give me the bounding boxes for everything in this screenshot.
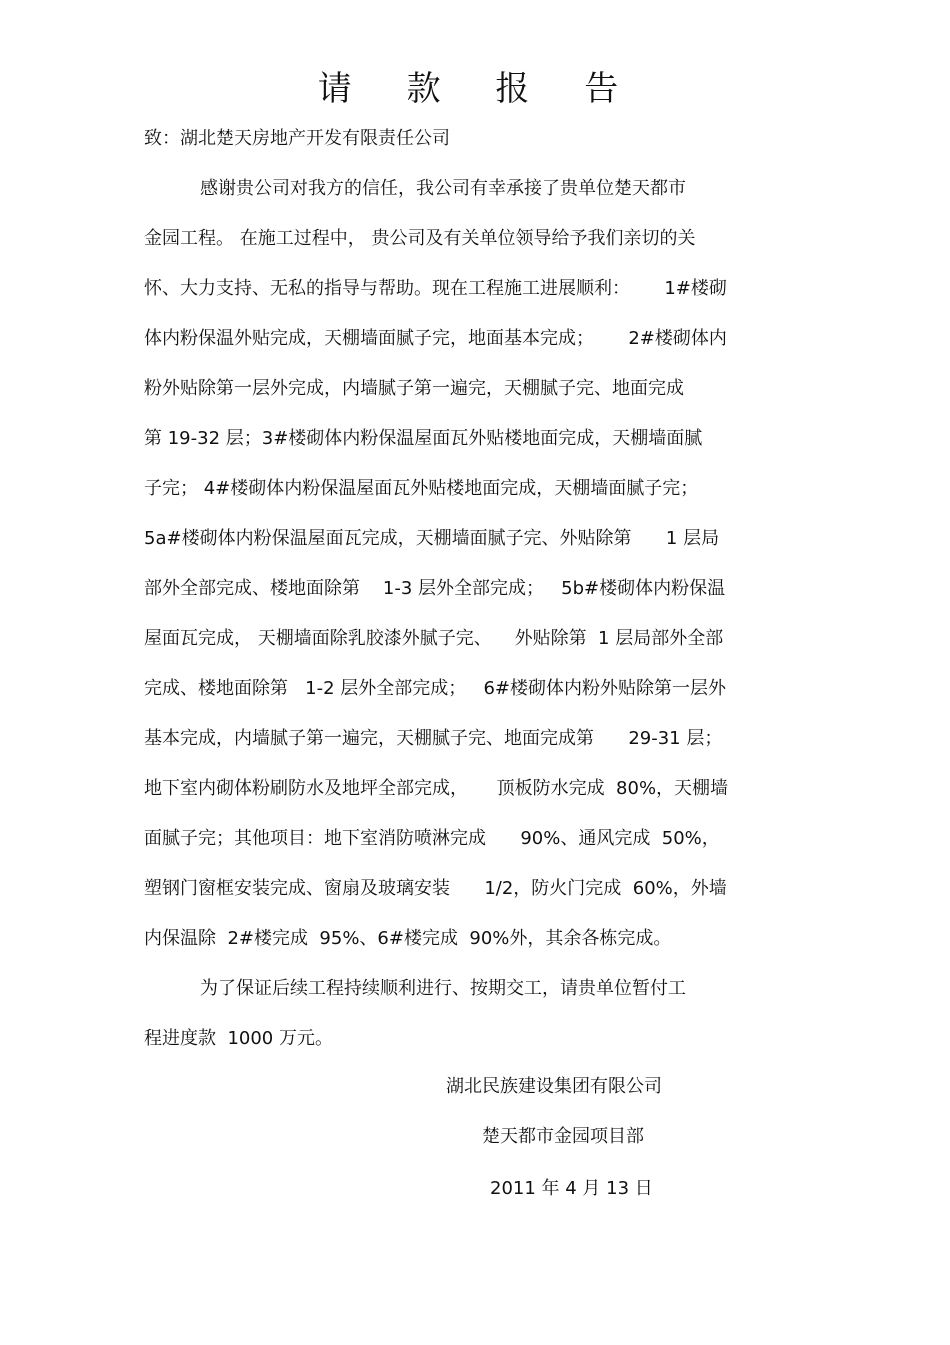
body-line: 屋面瓦完成， 天棚墙面除乳胶漆外腻子完、 外贴除第 1 层局部外全部 xyxy=(144,628,724,649)
body-line: 面腻子完；其他项目：地下室消防喷淋完成 90%、通风完成 50%， xyxy=(144,828,720,849)
signature-date: 2011 年 4 月 13 日 xyxy=(490,1178,653,1199)
body-line: 完成、楼地面除第 1-2 层外全部完成； 6#楼砌体内粉外贴除第一层外 xyxy=(144,678,726,699)
document-title: 请 款 报 告 xyxy=(317,69,641,109)
body-line: 体内粉保温外贴完成，天棚墙面腻子完，地面基本完成； 2#楼砌体内 xyxy=(144,328,727,349)
body-line: 5a#楼砌体内粉保温屋面瓦完成，天棚墙面腻子完、外贴除第 1 层局 xyxy=(144,528,720,549)
body-line: 塑钢门窗框安装完成、窗扇及玻璃安装 1/2，防火门完成 60%，外墙 xyxy=(144,878,727,899)
body-line: 粉外贴除第一层外完成，内墙腻子第一遍完，天棚腻子完、地面完成 xyxy=(144,378,684,399)
body-line: 第 19-32 层；3#楼砌体内粉保温屋面瓦外贴楼地面完成，天棚墙面腻 xyxy=(144,428,703,449)
body-line: 金园工程。 在施工过程中， 贵公司及有关单位领导给予我们亲切的关 xyxy=(144,228,696,249)
request-line: 程进度款 1000 万元。 xyxy=(144,1028,333,1049)
body-line: 感谢贵公司对我方的信任，我公司有幸承接了贵单位楚天都市 xyxy=(200,178,686,199)
body-line: 地下室内砌体粉刷防水及地坪全部完成， 顶板防水完成 80%，天棚墙 xyxy=(144,778,729,799)
body-line: 内保温除 2#楼完成 95%、6#楼完成 90%外，其余各栋完成。 xyxy=(144,928,672,949)
body-line: 部外全部完成、楼地面除第 1-3 层外全部完成； 5b#楼砌体内粉保温 xyxy=(144,578,726,599)
body-line: 子完； 4#楼砌体内粉保温屋面瓦外贴楼地面完成，天棚墙面腻子完； xyxy=(144,478,699,499)
request-line: 为了保证后续工程持续顺利进行、按期交工，请贵单位暂付工 xyxy=(200,978,686,999)
signature-department: 楚天都市金园项目部 xyxy=(482,1126,644,1147)
signature-company: 湖北民族建设集团有限公司 xyxy=(446,1076,662,1097)
body-line: 怀、大力支持、无私的指导与帮助。现在工程施工进展顺利： 1#楼砌 xyxy=(144,278,727,299)
body-line: 基本完成，内墙腻子第一遍完，天棚腻子完、地面完成第 29-31 层； xyxy=(144,728,723,749)
addressee-line: 致：湖北楚天房地产开发有限责任公司 xyxy=(144,128,450,149)
